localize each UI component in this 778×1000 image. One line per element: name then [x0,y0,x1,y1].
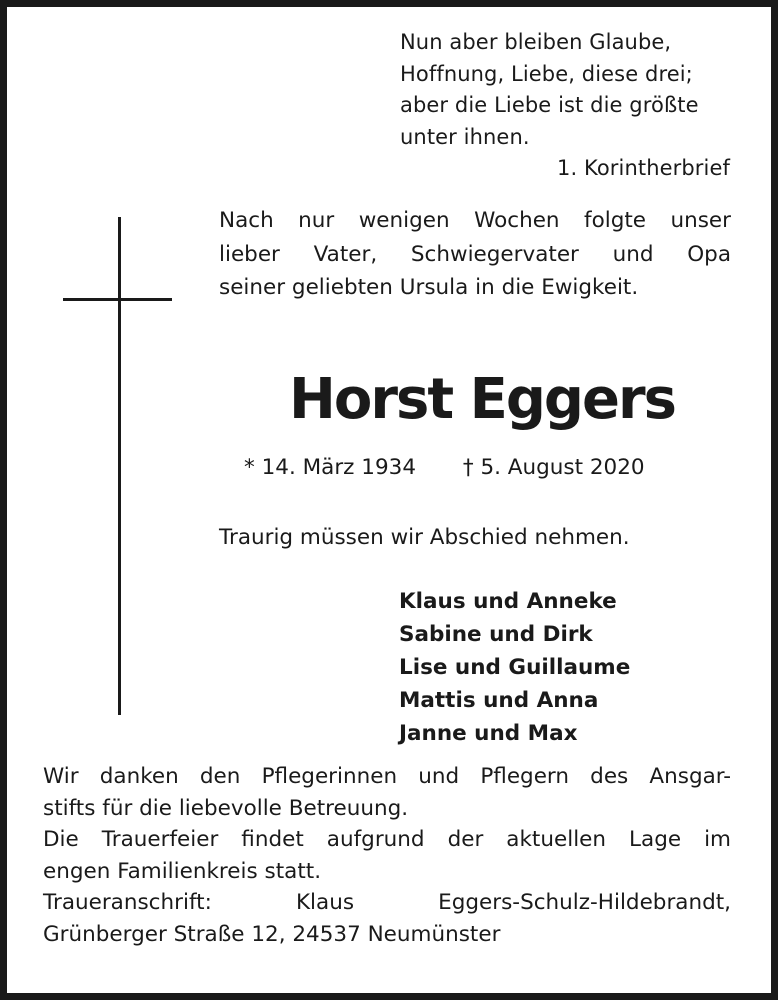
intro-text [219,204,731,305]
footer-line: stifts für die liebevolle Betreuung. [43,795,409,821]
quote-line: aber die Liebe ist die größte [400,93,699,117]
family-member: Mattis und Anna [399,688,599,713]
quote-source: 1. Korintherbrief [557,156,730,180]
quote-line: unter ihnen. [400,124,530,149]
birth-date: * 14. März 1934 [244,455,417,480]
footer-text [43,761,731,950]
quote-line: Nun aber bleiben Glaube, [400,30,672,54]
intro-line: seiner geliebten Ursula in die Ewigkeit. [219,275,639,300]
deceased-name: Horst Eggers [289,367,675,432]
family-member: Klaus und Anneke [399,589,617,614]
footer-line: Die Trauerfeier findet aufgrund der aktuellen Lage im [43,827,731,852]
death-date: † 5. August 2020 [462,455,645,480]
quote-line: Hoffnung, Liebe, diese drei; [400,61,693,86]
mourning-text: Traurig müssen wir Abschied nehmen. [219,525,630,550]
footer-line: Grünberger Straße 12, 24537 Neumünster [43,921,501,947]
cross-vertical-bar [118,217,121,715]
family-list [399,585,630,750]
intro-line: lieber Vater, Schwiegervater und Opa [219,241,731,267]
family-member: Sabine und Dirk [399,622,593,647]
intro-line: Nach nur wenigen Wochen folgte unser [219,208,731,233]
bible-quote [400,27,730,185]
footer-line: Traueranschrift: Klaus Eggers-Schulz-Hildebrandt, [43,890,731,915]
footer-line: Wir danken den Pflegerinnen und Pflegern des Ansgar- [43,764,731,789]
family-member: Janne und Max [399,721,578,746]
cross-horizontal-bar [63,298,172,301]
footer-line: engen Familienkreis statt. [43,858,322,884]
family-member: Lise und Guillaume [399,655,631,680]
life-dates [244,455,724,480]
